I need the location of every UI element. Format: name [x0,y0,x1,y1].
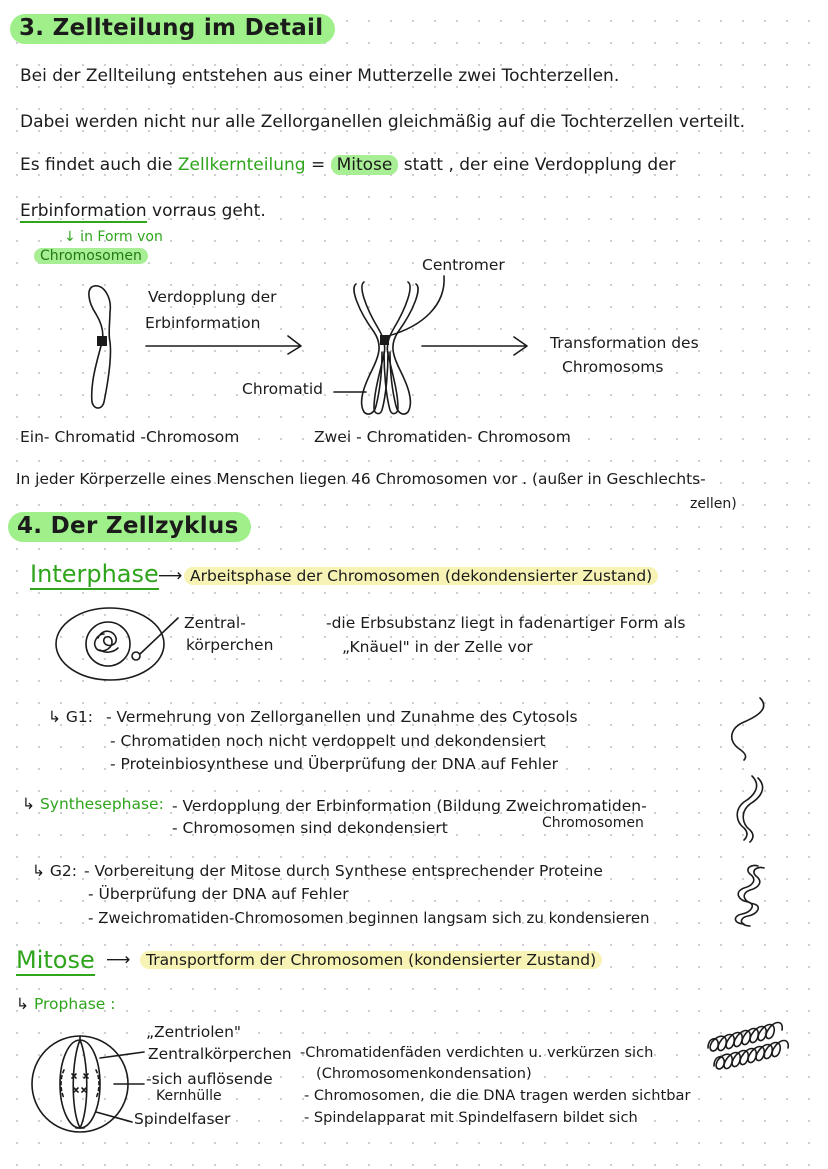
text-line-4-suffix: vorraus geht. [152,201,266,221]
label-zwei-chromatiden: Zwei - Chromatiden- Chromosom [314,428,571,446]
g2-item-3: - Zweichromatiden-Chromosomen beginnen langsam sich zu kondensieren [88,909,650,927]
label-verdopplung-1: Verdopplung der [148,288,277,306]
text-line-3-prefix: Es findet auch die [20,155,173,175]
g1-item-1: - Vermehrung von Zellorganellen und Zunahme des Cytosols [106,708,578,726]
label-koerperchen: körperchen [186,636,274,654]
section-3-heading: 3. Zellteilung im Detail [10,14,335,44]
single-chromatid-chromosome-icon [82,282,122,414]
term-zellkernteilung: Zellkernteilung [177,155,306,175]
prophase-label-aufloesende: -sich auflösende [146,1070,273,1088]
label-transformation-2: Chromosoms [562,358,664,376]
prophase-item-1: -Chromatidenfäden verdichten u. verkürzen sich [300,1044,654,1061]
prophase-label-zentralkoerperchen: Zentralkörperchen [148,1045,292,1063]
g2-label: ↳ G2: [32,862,78,880]
term-interphase: Interphase [30,560,159,588]
prophase-cell-icon [26,1028,146,1148]
s-item-2: - Chromosomen sind dekondensiert [172,819,448,837]
equals-sign: = [310,155,326,175]
mitose-desc: Transportform der Chromosomen (kondensierter Zustand) [140,951,602,969]
term-synthesephase: Synthesephase: [39,795,164,813]
duplicated-chromatin-icon [726,772,776,844]
label-verdopplung-2: Erbinformation [145,314,261,332]
text-line-2: Dabei werden nicht nur alle Zellorganellen gleichmäßig auf die Tochterzellen verteilt. [20,112,746,132]
prophase-label-kernhuelle: Kernhülle [156,1088,222,1104]
text-line-5: In jeder Körperzelle eines Menschen liegen 46 Chromosomen vor . (außer in Geschlechts- [16,470,706,488]
g1-item-2: - Chromatiden noch nicht verdoppelt und dekondensiert [110,732,546,750]
term-mitose: Mitose [331,155,399,175]
g2-item-1: - Vorbereitung der Mitose durch Synthese entsprechender Proteine [84,862,603,880]
mitose-arrow: ⟶ [106,950,131,970]
note-in-form-von: ↓ in Form von [64,229,163,245]
term-erbinformation: Erbinformation [20,201,147,221]
g2-item-2: - Überprüfung der DNA auf Fehler [88,885,349,903]
s-mark: ↳ [22,795,35,813]
s-item-1-cont: Chromosomen [542,815,644,831]
prophase-label-spindelfaser: Spindelfaser [134,1110,231,1128]
text-line-3 [20,155,676,175]
label-zentral: Zentral- [184,614,246,632]
text-line-5-cont: zellen) [690,496,737,512]
prophase-label-zentriolen: „Zentriolen" [146,1023,242,1041]
prophase-item-4: - Spindelapparat mit Spindelfasern bildet sich [304,1109,638,1126]
text-line-1: Bei der Zellteilung entstehen aus einer Mutterzelle zwei Tochterzellen. [20,66,620,86]
prophase-item-2: (Chromosomenkondensation) [316,1065,532,1082]
label-transformation-1: Transformation des [550,334,699,352]
term-prophase: Prophase : [33,995,116,1013]
text-line-3-suffix: statt , der eine Verdopplung der [403,155,676,175]
interphase-desc: Arbeitsphase der Chromosomen (dekondensierter Zustand) [184,567,658,585]
interphase-desc2-1: -die Erbsubstanz liegt in fadenartiger Form als [326,614,686,632]
g1-label: ↳ G1: [48,708,94,726]
label-ein-chromatid: Ein- Chromatid -Chromosom [20,428,240,446]
interphase-cell-icon [52,604,182,686]
arrow-transformation-icon [420,334,532,356]
interphase-arrow: ⟶ [158,566,183,586]
arrow-verdopplung-icon [144,332,306,354]
label-centromer: Centromer [422,256,505,274]
text-line-4 [20,201,266,221]
condensed-chromosome-coils-icon [702,1008,802,1078]
prophase-mark: ↳ [16,995,29,1013]
s-item-1: - Verdopplung der Erbinformation (Bildung Zweichromatiden- [172,797,647,815]
condensing-chromatin-icon [722,860,782,932]
decondensed-chromatin-icon [722,694,772,762]
prophase-item-3: - Chromosomen, die die DNA tragen werden sichtbar [304,1087,691,1104]
term-mitose-heading: Mitose [16,946,95,974]
prophase-label [16,995,115,1013]
label-chromatid: Chromatid [242,380,323,398]
note-chromosomen: Chromosomen [34,248,148,264]
chromatid-pointer-line [332,384,372,404]
section-4-heading: 4. Der Zellzyklus [8,512,251,542]
s-label [22,795,164,813]
interphase-desc2-2: „Knäuel" in der Zelle vor [342,638,533,656]
g1-item-3: - Proteinbiosynthese und Überprüfung der DNA auf Fehler [110,755,559,773]
